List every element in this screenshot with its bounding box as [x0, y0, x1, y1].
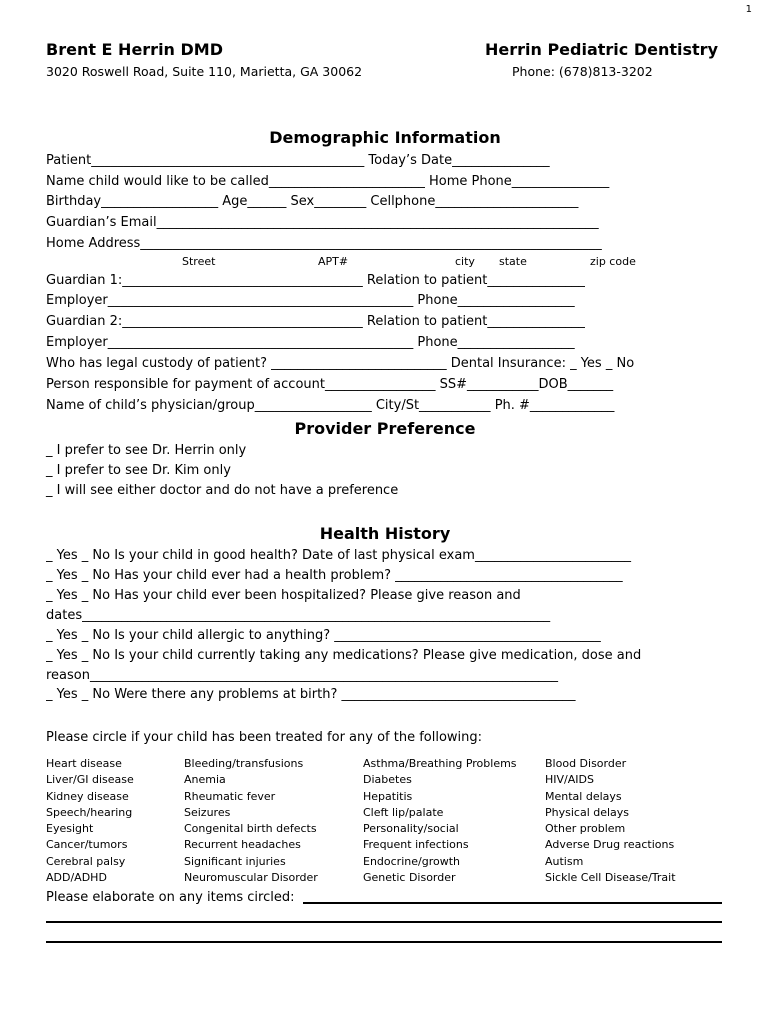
- condition-item[interactable]: Other problem: [545, 822, 626, 836]
- conditions-column-3: [363, 756, 517, 886]
- guardian-email-field[interactable]: Guardian’s Email____________________________________________________________________: [46, 215, 599, 230]
- guardian1-field[interactable]: Guardian 1:_____________________________________ Relation to patient_______________: [46, 273, 585, 288]
- condition-item[interactable]: ADD/ADHD: [46, 871, 107, 885]
- condition-item[interactable]: Rheumatic fever: [184, 789, 276, 803]
- payment-responsible-field[interactable]: Person responsible for payment of account_________________ SS#___________DOB_______: [46, 377, 614, 392]
- condition-item[interactable]: Autism: [545, 854, 584, 868]
- employer1-field[interactable]: Employer_______________________________________________ Phone__________________: [46, 293, 575, 308]
- health-q-birth-problems[interactable]: _ Yes _ No Were there any problems at birth? ____________________________________: [46, 687, 576, 702]
- condition-item[interactable]: Personality/social: [363, 822, 459, 836]
- employer2-field[interactable]: Employer_______________________________________________ Phone__________________: [46, 335, 575, 350]
- condition-item[interactable]: Adverse Drug reactions: [545, 838, 675, 852]
- demographic-title: Demographic Information: [269, 128, 501, 147]
- address-sublabel-city: city: [455, 255, 475, 268]
- conditions-column-4: [545, 756, 676, 886]
- condition-item[interactable]: Liver/GI disease: [46, 773, 134, 787]
- condition-item[interactable]: Eyesight: [46, 822, 94, 836]
- health-q-hospitalized[interactable]: _ Yes _ No Has your child ever been hospitalized? Please give reason and: [46, 588, 521, 603]
- birthday-field[interactable]: Birthday__________________ Age______ Sex________ Cellphone______________________: [46, 194, 579, 209]
- health-q-good-health[interactable]: _ Yes _ No Is your child in good health? Date of last physical exam________________________: [46, 548, 631, 563]
- condition-item[interactable]: Hepatitis: [363, 789, 413, 803]
- condition-item[interactable]: Asthma/Breathing Problems: [363, 757, 517, 770]
- condition-item[interactable]: HIV/AIDS: [545, 773, 594, 787]
- address-sublabel-zip: zip code: [590, 255, 636, 268]
- condition-item[interactable]: Cancer/tumors: [46, 838, 128, 852]
- practice-name: Brent E Herrin DMD: [46, 40, 223, 59]
- condition-item[interactable]: Heart disease: [46, 757, 122, 770]
- health-q-hospitalized-dates[interactable]: dates________________________________________________________________________: [46, 608, 551, 623]
- health-title: Health History: [319, 524, 451, 543]
- condition-item[interactable]: Mental delays: [545, 789, 622, 803]
- provider-option-either[interactable]: _ I will see either doctor and do not have a preference: [46, 483, 399, 498]
- provider-title: Provider Preference: [294, 419, 476, 438]
- address-sublabel-street: Street: [182, 255, 216, 268]
- physician-field[interactable]: Name of child’s physician/group__________________ City/St___________ Ph. #_____________: [46, 398, 615, 413]
- condition-item[interactable]: Endocrine/growth: [363, 854, 460, 868]
- condition-item[interactable]: Cleft lip/palate: [363, 805, 444, 819]
- home-address-field[interactable]: Home Address_______________________________________________________________________: [46, 236, 602, 251]
- health-q-medications-reason[interactable]: reason________________________________________________________________________: [46, 668, 558, 683]
- elaborate-line-3[interactable]: [46, 941, 722, 943]
- condition-item[interactable]: Blood Disorder: [545, 757, 627, 770]
- condition-item[interactable]: Sickle Cell Disease/Trait: [545, 871, 676, 885]
- condition-item[interactable]: Diabetes: [363, 773, 412, 787]
- elaborate-line-1[interactable]: [303, 902, 722, 904]
- condition-item[interactable]: Physical delays: [545, 805, 630, 819]
- patient-field[interactable]: Patient__________________________________________ Today’s Date_______________: [46, 153, 550, 168]
- child-nickname-field[interactable]: Name child would like to be called________________________ Home Phone_______________: [46, 174, 610, 189]
- health-q-problem[interactable]: _ Yes _ No Has your child ever had a health problem? ___________________________________: [46, 568, 623, 583]
- health-q-allergic[interactable]: _ Yes _ No Is your child allergic to anything? _________________________________________: [46, 628, 601, 643]
- condition-item[interactable]: Neuromuscular Disorder: [184, 871, 318, 885]
- legal-custody-field[interactable]: Who has legal custody of patient? ___________________________ Dental Insurance: _ Yes _ No: [46, 356, 635, 371]
- condition-item[interactable]: Significant injuries: [184, 854, 286, 868]
- practice-address: 3020 Roswell Road, Suite 110, Marietta, GA 30062: [46, 64, 363, 79]
- condition-item[interactable]: Kidney disease: [46, 789, 129, 803]
- practice-title: Herrin Pediatric Dentistry: [484, 40, 718, 59]
- condition-item[interactable]: Anemia: [184, 773, 226, 787]
- condition-item[interactable]: Frequent infections: [363, 838, 469, 852]
- provider-option-kim[interactable]: _ I prefer to see Dr. Kim only: [46, 463, 231, 478]
- condition-item[interactable]: Bleeding/transfusions: [184, 757, 304, 770]
- practice-phone: Phone: (678)813-3202: [512, 64, 653, 79]
- provider-option-herrin[interactable]: _ I prefer to see Dr. Herrin only: [46, 443, 247, 458]
- address-sublabel-apt: APT#: [318, 255, 349, 268]
- health-q-medications[interactable]: _ Yes _ No Is your child currently taking any medications? Please give medication, dose and: [46, 648, 642, 663]
- conditions-prompt: Please circle if your child has been treated for any of the following:: [46, 730, 483, 745]
- page-number: 1: [745, 4, 752, 15]
- condition-item[interactable]: Cerebral palsy: [46, 854, 126, 868]
- condition-item[interactable]: Speech/hearing: [46, 805, 133, 819]
- condition-item[interactable]: Seizures: [184, 805, 231, 819]
- elaborate-line-2[interactable]: [46, 921, 722, 923]
- conditions-column-1: [46, 756, 134, 886]
- condition-item[interactable]: Congenital birth defects: [184, 822, 317, 836]
- elaborate-label: Please elaborate on any items circled:: [46, 890, 295, 905]
- address-sublabel-state: state: [499, 255, 527, 268]
- conditions-column-2: [184, 756, 318, 886]
- condition-item[interactable]: Recurrent headaches: [184, 838, 301, 852]
- condition-item[interactable]: Genetic Disorder: [363, 871, 456, 885]
- guardian2-field[interactable]: Guardian 2:_____________________________________ Relation to patient_______________: [46, 314, 585, 329]
